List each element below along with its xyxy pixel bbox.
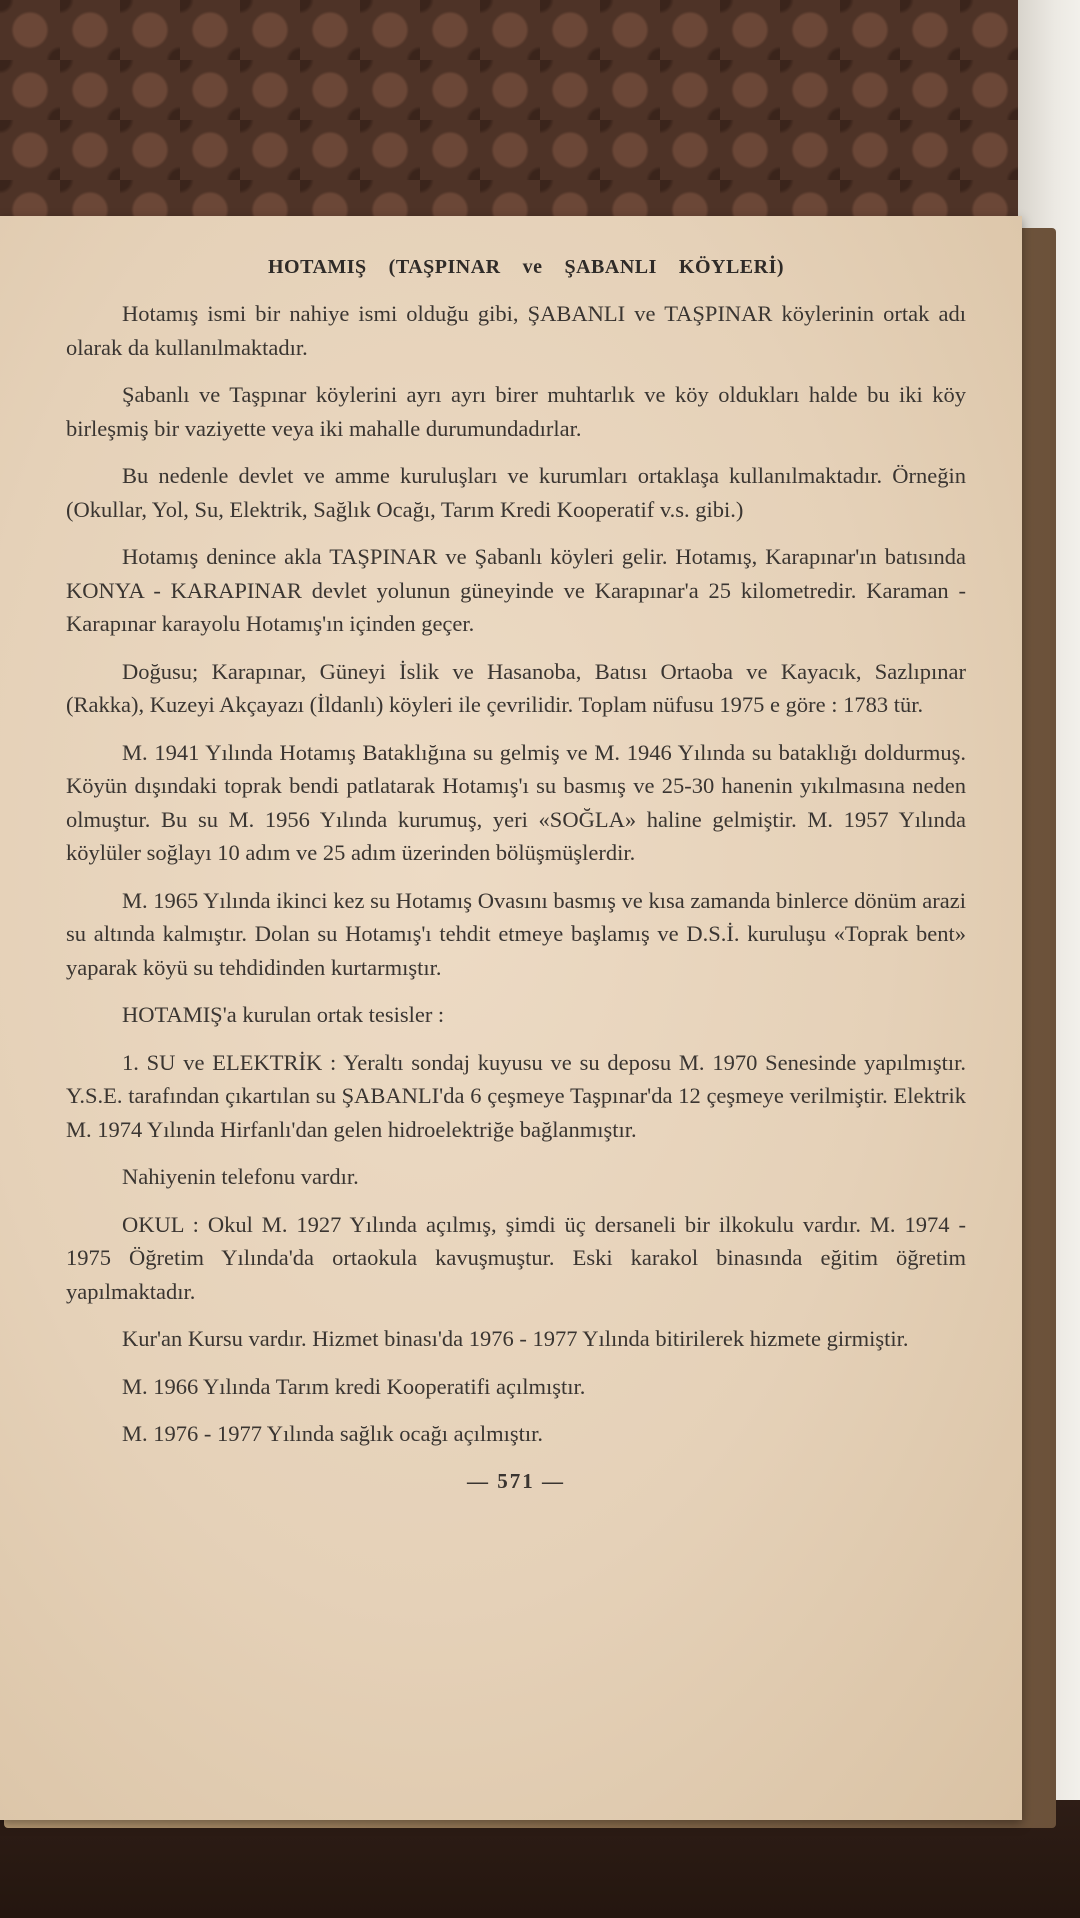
- paragraph: Nahiyenin telefonu vardır.: [122, 1164, 359, 1189]
- page-title: [146, 256, 906, 279]
- book-page: [0, 216, 1022, 1820]
- paragraph: Hotamış denince akla TAŞPINAR ve Şabanlı köyleri gelir. Hotamış, Karapınar'ın batısında KONYA - KARAPINAR devlet yolunun güneyinde ve Karapınar'a 25 kilometredir. Karaman - Karapınar karayolu Hotamış'ın içinden geçer.: [66, 544, 966, 636]
- paragraph: 1. SU ve ELEKTRİK : Yeraltı sondaj kuyusu ve su deposu M. 1970 Senesinde yapılmıştır. Y.S.E. tarafından çıkartılan su ŞABANLI'da 6 çeşmeye Taşpınar'da 12 çeşmeye verilmiştir. Elektrik M. 1974 Yılında Hirfanlı'dan gelen hidroelektriğe bağlanmıştır.: [66, 1049, 966, 1142]
- paragraph: M. 1966 Yılında Tarım kredi Kooperatifi açılmıştır.: [122, 1373, 586, 1399]
- paragraph: Kur'an Kursu vardır. Hizmet binası'da 1976 - 1977 Yılında bitirilerek hizmete girmiştir.: [122, 1326, 909, 1351]
- title-part: HOTAMIŞ: [267, 256, 367, 278]
- paragraph: Bu nedenle devlet ve amme kuruluşları ve kurumları ortaklaşa kullanılmaktadır. Örneğin (Okullar, Yol, Su, Elektrik, Sağlık Ocağı, Tarım Kredi Kooperatif v.s. gibi.): [66, 463, 966, 522]
- title-part: KÖYLERİ): [678, 256, 785, 278]
- section-heading: HOTAMIŞ'a kurulan ortak tesisler :: [122, 1002, 445, 1027]
- paragraph: M. 1976 - 1977 Yılında sağlık ocağı açılmıştır.: [122, 1421, 543, 1446]
- page-content: [66, 256, 966, 1494]
- paragraph: OKUL : Okul M. 1927 Yılında açılmış, şimdi üç dersaneli bir ilkokulu vardır. M. 1974 - 1975 Öğretim Yılında'da ortaokula kavuşmuştur. Eski karakol binasında eğitim öğretim yapılmaktadır.: [66, 1211, 966, 1304]
- paragraph: Şabanlı ve Taşpınar köylerini ayrı ayrı birer muhtarlık ve köy oldukları halde bu iki köy birleşmiş bir vaziyette veya iki mahalle durumundadırlar.: [66, 382, 966, 441]
- title-part: ŞABANLI: [564, 256, 657, 278]
- paragraph: Hotamış ismi bir nahiye ismi olduğu gibi, ŞABANLI ve TAŞPINAR köylerinin ortak adı olarak da kullanılmaktadır.: [66, 301, 966, 360]
- paragraph: M. 1941 Yılında Hotamış Bataklığına su gelmiş ve M. 1946 Yılında su bataklığı doldurmuş. Köyün dışındaki toprak bendi patlatarak Hotamış'ı su basmış ve 25-30 hanenin yıkılmasına neden olmuştur. Bu su M. 1956 Yılında kurumuş, yeri «SOĞLA» haline gelmiştir. M. 1957 Yılında köylüler soğlayı 10 adım ve 25 adım üzerinden bölüşmüşlerdir.: [66, 739, 966, 865]
- paragraph: M. 1965 Yılında ikinci kez su Hotamış Ovasını basmış ve kısa zamanda binlerce dönüm arazi su altında kalmıştır. Dolan su Hotamış'ı tehdit etmeye başlamış ve D.S.İ. kuruluşu «Toprak bent» yaparak köyü su tehdidinden kurtarmıştır.: [66, 887, 966, 980]
- page-number: — 571 —: [467, 1468, 565, 1493]
- paragraph: Doğusu; Karapınar, Güneyi İslik ve Hasanoba, Batısı Ortaoba ve Kayacık, Sazlıpınar (Rakka), Kuzeyi Akçayazı (İldanlı) köyleri ile çevrilidir. Toplam nüfusu 1975 e göre : 1783 tür.: [66, 658, 966, 717]
- title-part: (TAŞPINAR: [388, 256, 501, 278]
- title-part: ve: [522, 256, 543, 278]
